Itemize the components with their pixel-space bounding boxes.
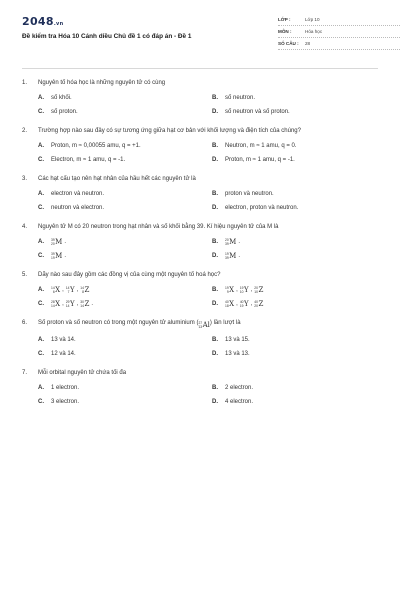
option-letter: B. [212,287,218,293]
option-letter: C. [38,109,44,115]
logo-sub: .vn [53,21,64,27]
answer-option[interactable] [212,286,382,295]
question-number: 3. [22,176,28,182]
mass-number: 20 [254,285,258,290]
option-text: Neutron, m ≈ 1 amu, q = 0. [225,143,297,149]
option-letter: A. [38,337,44,344]
isotope-scripts [80,301,84,308]
answer-option[interactable] [212,252,382,261]
isotope-scripts [254,287,258,294]
option-text: số khối. [51,95,72,101]
separator: , [236,287,238,293]
mass-number: 40 [254,299,258,304]
option-text: Electron, m ≈ 1 amu, q = -1. [51,157,126,163]
option-text: số neutron. [225,95,256,101]
answer-option[interactable] [38,142,212,151]
option-letter: B. [212,95,218,101]
question-number: 4. [22,224,28,230]
isotope-scripts [51,301,55,308]
answer-option[interactable] [38,384,212,393]
element-symbol: M [229,238,237,246]
option-end: . [238,253,241,259]
info-key: MÔN : [278,29,292,34]
option-letter: A. [38,95,44,101]
info-row-count [278,38,400,50]
isotope-scripts [66,287,70,294]
info-key: LỚP : [278,17,291,22]
option-text: 13 và 15. [225,337,250,344]
separator: , [76,301,79,307]
question-stem [22,223,378,232]
option-letter: C. [38,399,44,406]
answer-options [22,190,378,213]
option-text: 13 và 14. [51,337,76,344]
mass-number: 20 [225,237,229,242]
answer-option[interactable] [212,384,382,393]
isotope-symbol [225,252,236,261]
mass-number: 14 [65,285,70,290]
option-text: số proton. [51,109,78,115]
option-letter: C. [38,205,44,211]
option-text: số neutron và số proton. [225,109,290,115]
isotope-scripts [51,253,55,260]
option-letter: C. [38,351,44,358]
mass-number: 29 [65,299,70,304]
isotope-symbol [225,238,236,247]
option-letter: D. [212,301,218,307]
answer-option[interactable] [38,336,212,345]
answer-option[interactable] [38,204,212,213]
mass-number: 14 [80,285,84,290]
question-item [22,127,378,165]
isotope-scripts [254,301,258,308]
element-symbol: M [55,238,63,246]
atomic-number: 14 [51,303,55,308]
option-text: Proton, m ≈ 0,00055 amu, q = +1. [51,143,141,149]
question-stem [22,79,378,88]
mass-number: 19 [225,251,229,256]
separator: , [62,287,64,293]
answer-option[interactable] [212,108,382,117]
option-letter: D. [212,351,218,358]
option-text: neutron và electron. [51,205,105,211]
question-item [22,79,378,117]
question-item [22,223,378,261]
isotope-scripts [66,301,70,308]
answer-option[interactable] [212,190,382,199]
atomic-number: 6 [52,289,55,294]
exam-title: Đề kiểm tra Hóa 10 Cánh diều Chủ đề 1 có đáp án - Đề 1 [22,33,192,40]
option-text: 4 electron. [225,399,254,406]
element-symbol: Z [258,300,264,308]
mass-number: 19 [239,285,244,290]
answer-option[interactable] [212,336,382,345]
atomic-number: 18 [225,303,229,308]
option-text: electron và neutron. [51,191,105,197]
option-text: 12 và 14. [51,351,76,358]
question-text: Các hạt cấu tạo nên hạt nhân của hầu hết các nguyên tử là [38,176,196,182]
option-letter: C. [38,253,44,259]
question-stem [22,369,378,378]
mass-number: 40 [239,299,244,304]
isotope-symbol [51,286,60,295]
mass-number: 14 [51,285,55,290]
answer-option[interactable] [212,142,382,151]
answer-options [22,384,378,407]
atomic-number: 20 [51,241,55,246]
isotope-scripts [80,287,84,294]
mass-number: 28 [51,299,55,304]
element-symbol: X [229,300,235,308]
option-letter: B. [212,385,218,392]
answer-option[interactable] [38,108,212,117]
option-letter: B. [212,191,218,197]
answer-option[interactable] [212,350,382,359]
answer-options [22,142,378,165]
atomic-number: 8 [82,289,84,294]
mass-number: 39 [51,237,55,242]
option-letter: D. [212,399,218,406]
answer-options [22,336,378,359]
info-value: 28 [305,41,311,46]
isotope-scripts [240,301,244,308]
mass-number: 19 [225,285,229,290]
atomic-number: 14 [65,303,70,308]
element-symbol: Y [244,286,249,294]
answer-option[interactable] [212,398,382,407]
option-end: . [64,253,67,259]
answer-option[interactable] [38,252,212,261]
option-end: . [91,301,94,307]
option-letter: B. [212,239,218,245]
isotope-scripts [225,253,229,260]
answer-option[interactable] [38,190,212,199]
info-row-class [278,14,400,26]
isotope-symbol [254,300,263,309]
question-text-after: ) lần lượt là [209,320,241,326]
atomic-number: 13 [198,324,203,329]
atomic-number: 7 [67,289,70,294]
atomic-number: 39 [225,241,229,246]
logo-main: 2048 [22,15,54,28]
option-letter: A. [38,143,44,149]
option-text: 3 electron. [51,399,80,406]
isotope-symbol [198,321,209,330]
question-stem [22,271,378,280]
question-number: 5. [22,272,28,278]
answer-option[interactable] [38,94,212,103]
info-row-subject [278,26,400,38]
header [22,0,378,66]
option-letter: A. [38,191,44,197]
option-text: 1 electron. [51,385,80,392]
atomic-number: 14 [80,303,84,308]
answer-option[interactable] [212,204,382,213]
question-item [22,319,378,359]
separator: , [250,287,253,293]
element-symbol: X [229,286,235,294]
option-letter: D. [212,205,218,211]
question-text-before: Số proton và số neutron có trong một nguyên tử aluminium ( [38,320,199,326]
isotope-scripts [225,301,229,308]
question-item [22,271,378,309]
question-text: Mỗi orbital nguyên tử chứa tối đa [38,370,127,377]
question-number: 6. [22,320,28,326]
question-text [38,319,378,330]
answer-option[interactable] [212,238,382,247]
atomic-number: 39 [225,255,229,260]
option-letter: A. [38,385,44,392]
isotope-scripts [225,239,229,246]
isotope-scripts [240,287,244,294]
answer-option[interactable] [38,156,212,165]
element-symbol: M [55,252,63,260]
isotope-scripts [198,322,202,329]
option-letter: B. [212,143,218,149]
isotope-symbol [80,286,89,295]
element-symbol: Y [70,300,75,308]
separator: , [62,301,64,307]
separator: , [76,287,79,293]
answer-options [22,238,378,261]
mass-number: 27 [198,321,203,325]
isotope-symbol [51,300,60,309]
info-value: Lớp 10 [305,17,320,22]
answer-option[interactable] [38,286,212,295]
info-value: Hóa học [305,29,323,34]
option-text: 2 electron. [225,385,254,392]
answer-option[interactable] [212,94,382,103]
isotope-symbol [254,286,263,295]
mass-number: 30 [80,299,84,304]
element-symbol: Al [202,321,210,330]
question-stem [22,319,378,330]
isotope-symbol [66,286,75,295]
atomic-number: 10 [239,289,244,294]
separator: , [250,301,253,307]
answer-options [22,94,378,117]
question-number: 1. [22,80,28,86]
isotope-scripts [51,239,55,246]
isotope-symbol [51,238,62,247]
option-letter: D. [212,109,218,115]
answer-option[interactable] [38,300,212,309]
atomic-number: 19 [239,303,244,308]
isotope-scripts [51,287,55,294]
isotope-symbol [225,300,234,309]
element-symbol: Y [244,300,249,308]
answer-option[interactable] [212,156,382,165]
isotope-symbol [80,300,89,309]
answer-options [22,286,378,309]
element-symbol: X [55,300,61,308]
exam-info [278,14,400,50]
isotope-symbol [240,286,249,295]
question-item [22,175,378,213]
question-text: Dãy nào sau đây gồm các đồng vị của cùng một nguyên tố hoá học? [38,272,221,278]
isotope-scripts [225,287,229,294]
option-letter: C. [38,157,44,163]
mass-number: 39 [51,251,55,256]
question-text: Nguyên tố hóa học là những nguyên tử có cùng [38,80,166,86]
isotope-symbol [66,300,75,309]
atomic-number: 10 [254,289,258,294]
element-symbol: Y [70,286,75,294]
answer-option[interactable] [38,398,212,407]
option-text: electron, proton và neutron. [225,205,299,211]
question-list [22,69,378,407]
atomic-number: 20 [254,303,258,308]
option-letter: B. [212,337,218,344]
atomic-number: 19 [51,255,55,260]
isotope-symbol [240,300,249,309]
separator: , [236,301,238,307]
question-text: Trường hợp nào sau đây có sự tương ứng giữa hạt cơ bản với khối lượng và điện tích của chúng? [38,128,301,134]
isotope-symbol [51,252,62,261]
element-symbol: Z [258,286,264,294]
option-text: 13 và 13. [225,351,250,358]
question-number: 2. [22,128,28,134]
question-number: 7. [22,370,28,377]
answer-option[interactable] [38,238,212,247]
option-letter: C. [38,301,44,307]
answer-option[interactable] [212,300,382,309]
question-stem [22,127,378,136]
element-symbol: M [229,252,237,260]
question-item [22,369,378,407]
option-letter: A. [38,287,44,293]
element-symbol: Z [84,300,90,308]
question-stem [22,175,378,184]
option-text: proton và neutron. [225,191,274,197]
option-text: Proton, m ≈ 1 amu, q = -1. [225,157,295,163]
option-end: . [64,239,67,245]
atomic-number: 9 [226,289,229,294]
option-letter: A. [38,239,44,245]
element-symbol: Z [84,286,90,294]
question-text: Nguyên tử M có 20 neutron trong hạt nhân và số khối bằng 39. Kí hiệu nguyên tử của M là [38,224,279,230]
info-key: SỐ CÂU : [278,41,299,46]
option-letter: D. [212,253,218,259]
option-letter: D. [212,157,218,163]
answer-option[interactable] [38,350,212,359]
mass-number: 40 [225,299,229,304]
element-symbol: X [55,286,61,294]
isotope-symbol [225,286,234,295]
option-end: . [238,239,241,245]
